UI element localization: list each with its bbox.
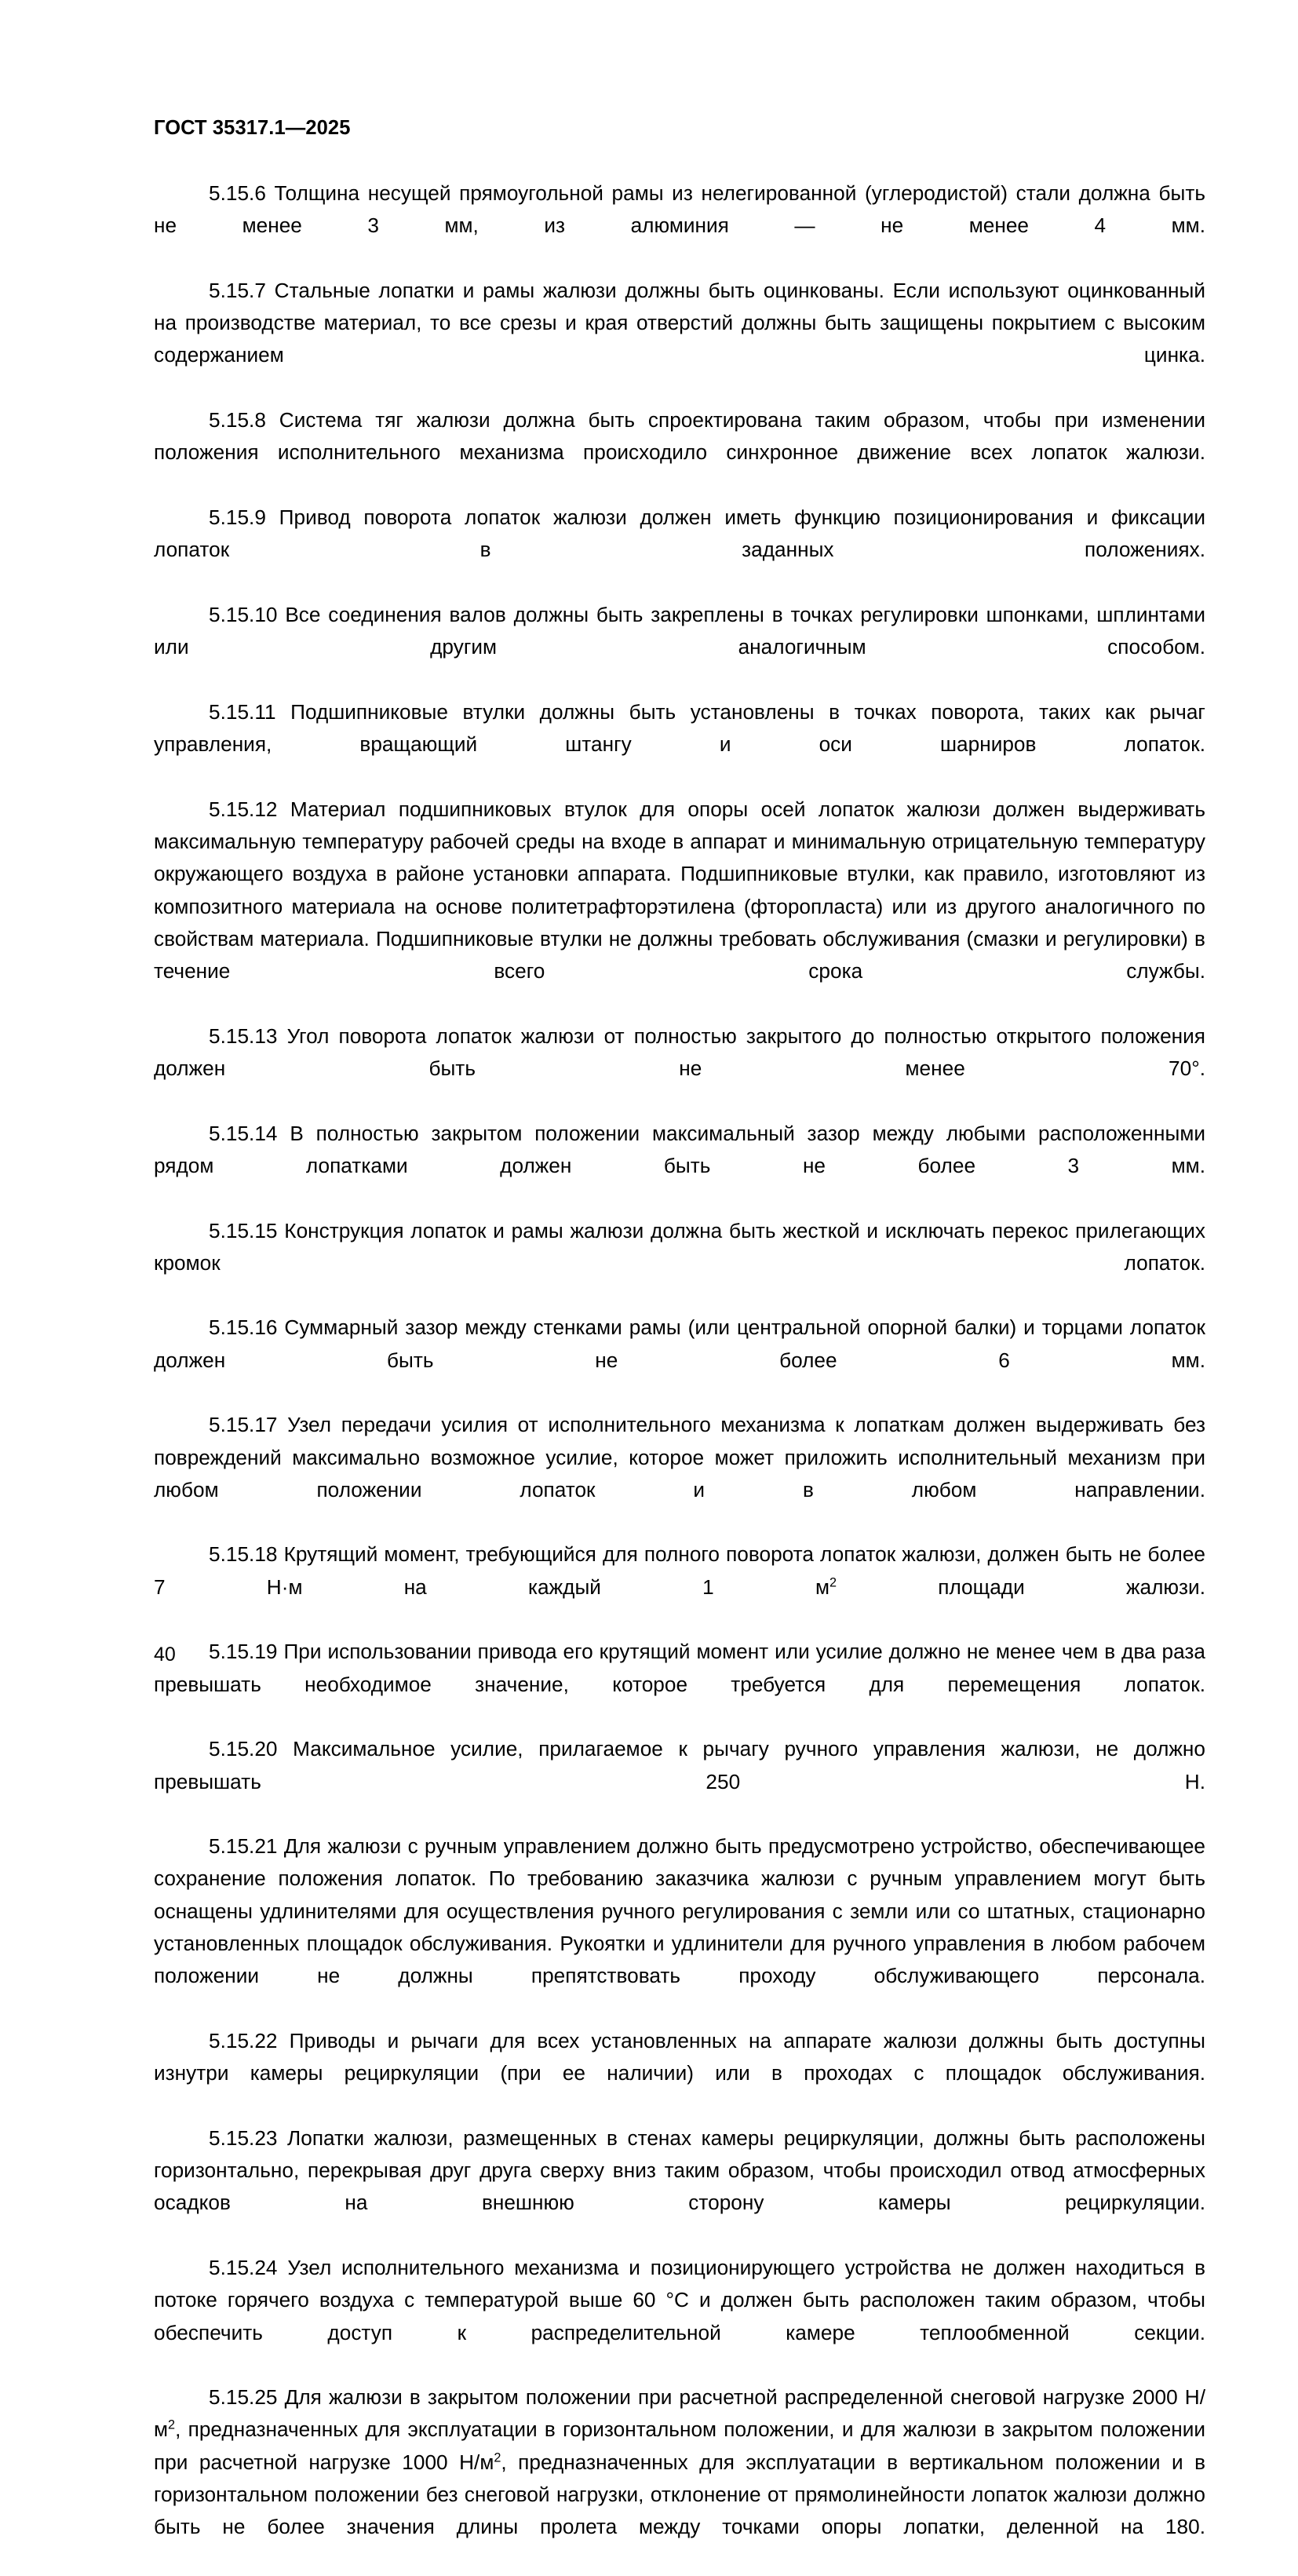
page-header-standard-number: ГОСТ 35317.1—2025: [154, 117, 351, 139]
clause-paragraph: 5.15.14 В полностью закрытом положении максимальный зазор между любыми расположенными рядом лопатками должен быть не более 3 мм.: [154, 1121, 1205, 1177]
clause-paragraph: 5.15.19 При использовании привода его крутящий момент или усилие должно не менее чем в два раза превышать необходимое значение, которое требуется для перемещения лопаток.: [154, 1640, 1205, 1696]
clause-paragraph: 5.15.24 Узел исполнительного механизма и позиционирующего устройства не должен находиться в потоке горячего воздуха с температурой выше 60 °C и должен быть расположен таким образом, чтобы обеспечить доступ к распределительной камере теплообменной секции.: [154, 2256, 1205, 2344]
page-number: 40: [154, 1644, 176, 1666]
clause-paragraph: 5.15.10 Все соединения валов должны быть закреплены в точках регулировки шпонками, шплинтами или другим аналогичным способом.: [154, 602, 1205, 659]
clause-paragraph: 5.15.15 Конструкция лопаток и рамы жалюзи должна быть жесткой и исключать перекос прилегающих кромок лопаток.: [154, 1218, 1205, 1275]
clause-paragraph: 5.15.21 Для жалюзи с ручным управлением должно быть предусмотрено устройство, обеспечивающее сохранение положения лопаток. По требованию заказчика жалюзи с ручным управлением могут быть оснащены удлинителями для осуществления ручного регулирования с земли или со штатных, стационарно установленных площадок обслуживания. Рукоятки и удлинители для ручного управления в любом рабочем положении не должны препятствовать проходу обслуживающего персонала.: [154, 1834, 1205, 1988]
clause-paragraph: 5.15.13 Угол поворота лопаток жалюзи от полностью закрытого до полностью открытого положения должен быть не менее 70°.: [154, 1023, 1205, 1081]
clause-paragraph: 5.15.6 Толщина несущей прямоугольной рамы из нелегированной (углеродистой) стали должна быть не менее 3 мм, из алюминия — не менее 4 мм.: [154, 181, 1205, 238]
clause-paragraph: 5.15.12 Материал подшипниковых втулок для опоры осей лопаток жалюзи должен выдерживать максимальную температуру рабочей среды на входе в аппарат и минимальную отрицательную температуру окружающего воздуха в районе установки аппарата. Подшипниковые втулки, как правило, изготовляют из композитного материала на основе политетрафторэтилена (фторопласта) или из другого аналогичного по свойствам материала. Подшипниковые втулки не должны требовать обслуживания (смазки и регулировки) в течение всего срока службы.: [154, 797, 1205, 983]
document-body: [154, 177, 1205, 2576]
clause-paragraph: 5.15.16 Суммарный зазор между стенками рамы (или центральной опорной балки) и торцами лопаток должен быть не более 6 мм.: [154, 1315, 1205, 1372]
clause-paragraph: 5.15.25 Для жалюзи в закрытом положении при расчетной распределенной снеговой нагрузке 2000 $Н/м^2$, предназначенных для эксплуатации в горизонтальном положении, и для жалюзи в закрытом положении при расчетной нагрузке 1000 $Н/м^2$, предназначенных для эксплуатации в вертикальном положении и в горизонтальном положении без снеговой нагрузки, отклонение от прямолинейности лопаток жалюзи должно быть не более значения длины пролета между точками опоры лопатки, деленной на 180.: [154, 2385, 1205, 2539]
clause-paragraph: 5.15.17 Узел передачи усилия от исполнительного механизма к лопаткам должен выдерживать без повреждений максимально возможное усилие, которое может приложить исполнительный механизм при любом положении лопаток и в любом направлении.: [154, 1413, 1205, 1501]
clause-paragraph: 5.15.18 Крутящий момент, требующийся для полного поворота лопаток жалюзи, должен быть не более 7 Н·м на каждый 1 $м^2$ площади жалюзи.: [154, 1542, 1205, 1599]
clause-paragraph: 5.15.9 Привод поворота лопаток жалюзи должен иметь функцию позиционирования и фиксации лопаток в заданных положениях.: [154, 505, 1205, 562]
clause-paragraph: 5.15.11 Подшипниковые втулки должны быть установлены в точках поворота, таких как рычаг управления, вращающий штангу и оси шарниров лопаток.: [154, 699, 1205, 757]
clause-paragraph: 5.15.23 Лопатки жалюзи, размещенных в стенах камеры рециркуляции, должны быть расположены горизонтально, перекрывая друг друга сверху вниз таким образом, чтобы происходил отвод атмосферных осадков на внешнюю сторону камеры рециркуляции.: [154, 2125, 1205, 2215]
clause-paragraph: 5.15.20 Максимальное усилие, прилагаемое к рычагу ручного управления жалюзи, не должно превышать 250 Н.: [154, 1737, 1205, 1793]
clause-paragraph: 5.15.22 Приводы и рычаги для всех установленных на аппарате жалюзи должны быть доступны изнутри камеры рециркуляции (при ее наличии) или в проходах с площадок обслуживания.: [154, 2028, 1205, 2085]
clause-paragraph: 5.15.7 Стальные лопатки и рамы жалюзи должны быть оцинкованы. Если используют оцинкованный на производстве материал, то все срезы и края отверстий должны быть защищены покрытием с высоким содержанием цинка.: [154, 278, 1205, 367]
clause-paragraph: 5.15.8 Система тяг жалюзи должна быть спроектирована таким образом, чтобы при изменении положения исполнительного механизма происходило синхронное движение всех лопаток жалюзи.: [154, 408, 1205, 465]
